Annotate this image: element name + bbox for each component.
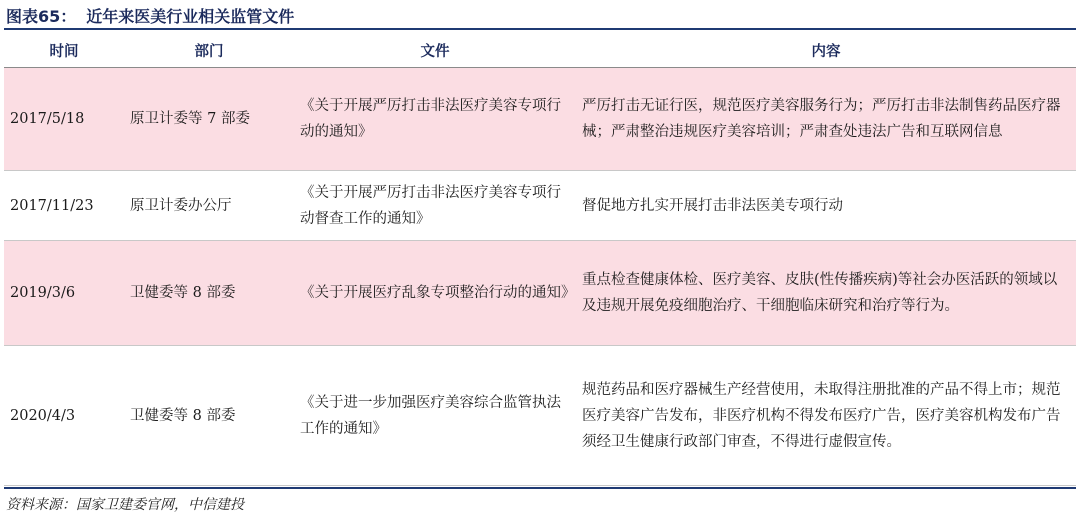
- table-header-row: [4, 34, 1076, 68]
- cell-dept: 原卫计委等 7 部委: [124, 68, 294, 171]
- bottom-rule: [4, 487, 1076, 489]
- cell-content: 督促地方扎实开展打击非法医美专项行动: [576, 171, 1076, 241]
- figure-title-text: 近年来医美行业相关监管文件: [86, 7, 295, 26]
- source-note: 资料来源：国家卫建委官网，中信建投: [6, 497, 244, 513]
- header-doc: 文件: [294, 34, 576, 68]
- cell-content: 规范药品和医疗器械生产经营使用，未取得注册批准的产品不得上市；规范医疗美容广告发布，非医疗机构不得发布医疗广告，医疗美容机构发布广告须经卫生健康行政部门审查，不得进行虚假宣传。: [576, 346, 1076, 486]
- title-rule: [4, 28, 1076, 30]
- table-row: [4, 68, 1076, 171]
- regulation-table: [4, 34, 1076, 486]
- cell-dept: 卫健委等 8 部委: [124, 346, 294, 486]
- header-dept: 部门: [124, 34, 294, 68]
- table-row: [4, 241, 1076, 346]
- cell-content: 严厉打击无证行医，规范医疗美容服务行为；严厉打击非法制售药品医疗器械；严肃整治违规医疗美容培训；严肃查处违法广告和互联网信息: [576, 68, 1076, 171]
- cell-doc: 《关于开展医疗乱象专项整治行动的通知》: [294, 241, 576, 346]
- header-content: 内容: [576, 34, 1076, 68]
- cell-doc: 《关于进一步加强医疗美容综合监管执法工作的通知》: [294, 346, 576, 486]
- figure-label: 图表65：: [6, 7, 77, 26]
- table-row: [4, 171, 1076, 241]
- cell-time: 2020/4/3: [4, 346, 124, 486]
- figure-title: [6, 4, 294, 27]
- cell-dept: 卫健委等 8 部委: [124, 241, 294, 346]
- cell-doc: 《关于开展严厉打击非法医疗美容专项行动的通知》: [294, 68, 576, 171]
- cell-time: 2017/5/18: [4, 68, 124, 171]
- cell-content: 重点检查健康体检、医疗美容、皮肤(性传播疾病)等社会办医活跃的领域以及违规开展免疫细胞治疗、干细胞临床研究和治疗等行为。: [576, 241, 1076, 346]
- cell-time: 2019/3/6: [4, 241, 124, 346]
- cell-dept: 原卫计委办公厅: [124, 171, 294, 241]
- cell-doc: 《关于开展严厉打击非法医疗美容专项行动督查工作的通知》: [294, 171, 576, 241]
- cell-time: 2017/11/23: [4, 171, 124, 241]
- table-row: [4, 346, 1076, 486]
- header-time: 时间: [4, 34, 124, 68]
